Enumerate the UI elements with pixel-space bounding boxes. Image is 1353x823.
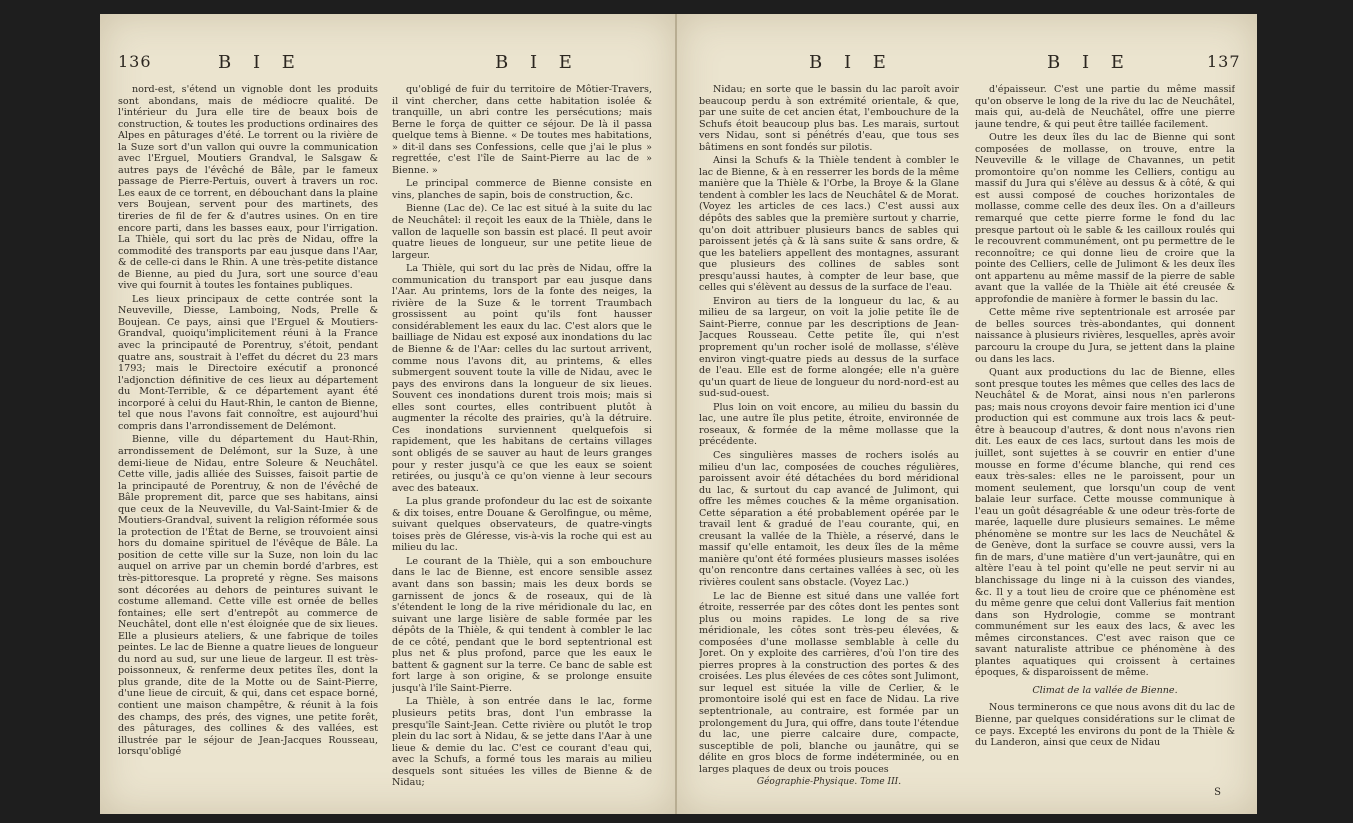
right-page-column-2 <box>975 84 1235 802</box>
paragraph: La Thièle, qui sort du lac près de Nidau, offre la communication du transport par eau jusque dans l'Aar. Au printems, lors de la fonte des neiges, la rivière de la Suze & le torrent Traumbach grossissent au point qu'ils font hausser considérablement les eaux du lac. C'est alors que le bailliage de Nidau est exposé aux inondations du lac de Bienne & de l'Aar: celles du lac surtout arrivent, comme nous l'avons dit, au printems, & elles submergent souvent toute la ville de Nidau, avec le pays des environs dans la longueur de six lieues. Souvent ces inondations durent trois mois; mais si elles sont courtes, elles contribuent plutôt à augmenter la récolte des prairies, qu'à la détruire. Ces inondations surviennent quelquefois si rapidement, que les habitans de certains villages sont obligés de se sauver au haut de leurs granges pour y rester jusqu'à ce que les eaux se soient retirées, ou jusqu'à ce qu'on vienne à leur secours avec des bateaux. <box>392 263 652 494</box>
running-head-left-a: B I E <box>218 52 303 73</box>
paragraph: La plus grande profondeur du lac est de soixante & dix toises, entre Douane & Gerolfingue, ou même, suivant quelques observateurs, de quatre-vingts toises près de Gléresse, vis-à-vis la roche qui est au milieu du lac. <box>392 496 652 554</box>
paragraph: Ainsi la Schufs & la Thièle tendent à combler le lac de Bienne, & à en resserrer les bords de la même manière que la Thièle & l'Orbe, la Broye & la Glane tendent à combler les lacs de Neuchâtel & de Morat. (Voyez les articles de ces lacs.) C'est aussi aux dépôts des sables que la première surtout y charrie, qu'on doit attribuer plusieurs bancs de sables qui paroissent jetés çà & là sans suite & sans ordre, & que les bateliers appellent des montagnes, assurant que plusieurs des collines de sables sont presqu'aussi hautes, à compter de leur base, que celles qui s'élèvent au dessus de la surface de l'eau. <box>699 155 959 294</box>
paragraph: Nidau; en sorte que le bassin du lac paroît avoir beaucoup perdu à son extrémité orientale, & que, par une suite de cet ancien état, l'embouchure de la Schufs étoit beaucoup plus bas. Les marais, surtout vers Nidau, sont si pénétrés d'eau, que tous ses bâtimens en sont fondés sur pilotis. <box>699 84 959 153</box>
paragraph: d'épaisseur. C'est une partie du même massif qu'on observe le long de la rive du lac de Neuchâtel, mais qui, au-delà de Neuchâtel, offre une pierre jaune tendre, & qui peut être taillée facilement. <box>975 84 1235 130</box>
paragraph: Quant aux productions du lac de Bienne, elles sont presque toutes les mêmes que celles des lacs de Neuchâtel & de Morat, ainsi nous n'en parlerons pas; mais nous croyons devoir faire mention ici d'une production qui est commune aux trois lacs & peut-être à beaucoup d'autres, & dont nous n'avons rien dit. Les eaux de ces lacs, surtout dans les mois de juillet, sont sujettes à se couvrir en entier d'une mousse en forme d'écume blanche, qui rend ces eaux très-sales: elles ne le paroissent, pour un moment seulement, que lorsqu'un coup de vent balaie leur surface. Cette mousse communique à l'eau un goût désagréable & une odeur très-forte de marée, laquelle dure plusieurs semaines. Le même phénomène se montre sur les lacs de Neuchâtel & de Genève, dont la surface se couvre aussi, vers la fin de mars, d'une matière d'un vert-jaunâtre, qui en altère l'eau à tel point qu'elle ne peut servir ni au blanchissage du linge ni à la cuisson des viandes, &c. Il y a tout lieu de croire que ce phénomène est du même genre que celui dont Vallerius fait mention dans son Hydrologie, comme se montrant communément sur les eaux des lacs, & avec les mêmes circonstances. C'est avec raison que ce savant naturaliste attribue ce phénomène à des plantes aquatiques qui croissent à certaines époques, & disparoissent de même. <box>975 367 1235 679</box>
paragraph: nord-est, s'étend un vignoble dont les produits sont abondans, mais de médiocre qualité. De l'intérieur du Jura elle tire de beaux bois de construction, & toutes les productions ordinaires des Alpes en pâturages d'été. Le torrent ou la rivière de la Suze sort d'un vallon qui ouvre la communication avec l'Erguel, Moutiers Grandval, le Salsgaw & autres pays de l'évêché de Bâle, par le fameux passage de Pierre-Pertuis, ouvert à travers un roc. Les eaux de ce torrent, en débouchant dans la plaine vers Boujean, servent pour des martinets, des tireries de fil de fer & d'autres usines. On en tire encore parti, dans les basses eaux, pour l'irrigation. La Thièle, qui sort du lac près de Nidau, offre la commodité des transports par eau jusque dans l'Aar, & de celle-ci dans le Rhin. A une très-petite distance de Bienne, au pied du Jura, sort une source d'eau vive qui fournit à toutes les fontaines publiques. <box>118 84 378 292</box>
footer-volume: Géographie-Physique. Tome III. <box>756 777 902 788</box>
paragraph: Environ au tiers de la longueur du lac, & au milieu de sa largeur, on voit la jolie petite île de Saint-Pierre, connue par les descriptions de Jean-Jacques Rousseau. Cette petite île, qui n'est proprement qu'un rocher isolé de mollasse, s'élève environ vingt-quatre pieds au dessus de la surface de l'eau. Elle est de forme alongée; elle n'a guère qu'un quart de lieue de longueur du nord-nord-est au sud-sud-ouest. <box>699 295 959 400</box>
paragraph: Bienne (Lac de). Ce lac est situé à la suite du lac de Neuchâtel: il reçoit les eaux de la Thièle, dans le vallon de laquelle son bassin est placé. Il peut avoir quatre lieues de longueur, sur une petite lieue de largeur. <box>392 203 652 261</box>
page-number-left: 136 <box>118 52 152 71</box>
signature-mark: S <box>1214 787 1221 798</box>
right-page <box>677 14 1257 814</box>
running-head-left-b: B I E <box>495 52 580 73</box>
left-page-column-1 <box>118 84 378 802</box>
paragraph: Le courant de la Thièle, qui a son embouchure dans le lac de Bienne, est encore sensible assez avant dans son bassin; mais les deux bords se garnissent de joncs & de roseaux, qui de là s'étendent le long de la rive méridionale du lac, en suivant une large lisière de sable formée par les dépôts de la Thièle, & qui tendent à combler le lac de ce côté, pendant que le bord septentrional est plus net & plus profond, parce que les eaux le battent & gagnent sur la terre. Ce banc de sable est fort large à son origine, & se prolonge ensuite jusqu'à l'île Saint-Pierre. <box>392 555 652 694</box>
right-page-column-1 <box>699 84 959 802</box>
left-page-header <box>100 52 675 76</box>
paragraph: Nous terminerons ce que nous avons dit du lac de Bienne, par quelques considérations sur le climat de ce pays. Excepté les environs du pont de la Thièle & du Landeron, ainsi que ceux de Nidau <box>975 702 1235 749</box>
left-page-column-2 <box>392 84 652 802</box>
paragraph: Cette même rive septentrionale est arrosée par de belles sources très-abondantes, qui donnent naissance à plusieurs rivières, lesquelles, après avoir parcouru la croupe du Jura, se jettent dans la plaine ou dans les lacs. <box>975 307 1235 365</box>
page-number-right: 137 <box>1207 52 1241 71</box>
paragraph: Outre les deux îles du lac de Bienne qui sont composées de mollasse, on trouve, entre la Neuveville & le village de Chavannes, un petit promontoire qu'on nomme les Celliers, contigu au massif du Jura qui s'élève au dessus & à côté, & qui est aussi composé de couches horizontales de mollasse, comme celle des deux îles. On a d'ailleurs remarqué que cette pierre forme le fond du lac presque partout où le sable & les cailloux roulés qui le recouvrent communément, ont pu permettre de le reconnoître; ce qui donne lieu de croire que la pointe des Celliers, celle de Julimont & les deux îles ont appartenu au même massif de la pierre de sable avant que la vallée de la Thièle ait été creusée & approfondie de manière à former le bassin du lac. <box>975 132 1235 305</box>
paragraph: qu'obligé de fuir du territoire de Môtier-Travers, il vint chercher, dans cette habitation isolée & tranquille, un abri contre les persécutions; mais Berne le força de quitter ce séjour. De là il passa quelque tems à Bienne. « De toutes mes habitations, » dit-il dans ses Confessions, celle que j'ai le plus » regrettée, c'est l'île de Saint-Pierre au lac de » Bienne. » <box>392 84 652 176</box>
paragraph: Le principal commerce de Bienne consiste en vins, planches de sapin, bois de construction, &c. <box>392 178 652 201</box>
paragraph: Ces singulières masses de rochers isolés au milieu d'un lac, composées de couches régulières, paroissent avoir été détachées du bord méridional du lac, & surtout du cap avancé de Julimont, qui offre les mêmes couches & la même organisation. Cette séparation a été probablement opérée par le travail lent & gradué de l'eau courante, qui, en creusant la vallée de la Thièle, a réservé, dans le massif qu'elle entamoit, les deux îles de la même manière qu'ont été formées plusieurs masses isolées qu'on rencontre dans certaines vallées à sec, où les rivières coulent sans obstacle. (Voyez Lac.) <box>699 449 959 588</box>
paragraph: La Thièle, à son entrée dans le lac, forme plusieurs petits bras, dont l'un embrasse la presqu'île Saint-Jean. Cette rivière ou plutôt le trop plein du lac sort à Nidau, & se jette dans l'Aar à une lieue & demie du lac. C'est ce courant d'eau qui, avec la Schufs, a formé tous les marais au milieu desquels sont situées les villes de Bienne & de Nidau; <box>392 696 652 789</box>
right-page-header <box>677 52 1257 76</box>
left-page <box>100 14 677 814</box>
paragraph: Bienne, ville du département du Haut-Rhin, arrondissement de Delémont, sur la Suze, à une demi-lieue de Nidau, entre Soleure & Neuchâtel. Cette ville, jadis alliée des Suisses, faisoit partie de la principauté de Porentruy, & non de l'évêché de Bâle proprement dit, parce que ses habitans, ainsi que ceux de la Neuveville, du Val-Saint-Imier & de Moutiers-Grandval, suivent la religion réformée sous la protection de l'État de Berne, se trouvoient ainsi hors du domaine spirituel de l'évêque de Bâle. La position de cette ville sur la Suze, non loin du lac auquel on arrive par un chemin bordé d'arbres, est très-pittoresque. La propreté y règne. Ses maisons sont décorées au dehors de peintures suivant le costume allemand. Cette ville est ornée de belles fontaines; elle sert d'entrepôt au commerce de Neuchâtel, dont elle n'est éloignée que de six lieues. Elle a plusieurs ateliers, & une fabrique de toiles peintes. Le lac de Bienne a quatre lieues de longueur du nord au sud, sur une lieue de largeur. Il est très-poissonneux, & renferme deux petites îles, dont la plus grande, dite de la Motte ou de Saint-Pierre, d'une lieue de circuit, & qui, dans cet espace borné, contient une maison champêtre, & réunit à la fois des champs, des prés, des vignes, une petite forêt, des pâturages, des collines & des vallées, est illustrée par le séjour de Jean-Jacques Rousseau, lorsqu'obligé <box>118 434 378 758</box>
running-head-right-b: B I E <box>1047 52 1132 73</box>
paragraph: Le lac de Bienne est situé dans une vallée fort étroite, resserrée par des côtes dont les pentes sont plus ou moins rapides. Le long de sa rive méridionale, les côtes sont très-peu élevées, & composées d'une mollasse semblable à celle du Joret. On y exploite des carrières, d'où l'on tire des pierres propres à la construction des portes & des croisées. Les plus élevées de ces côtes sont Julimont, sur lequel est située la ville de Cerlier, & le promontoire isolé qui est en face de Nidau. La rive septentrionale, au contraire, est formée par un prolongement du Jura, qui offre, dans toute l'étendue du lac, une pierre calcaire dure, compacte, susceptible de poli, blanche ou jaunâtre, qui se délite en gros blocs de forme indéterminée, ou en larges plaques de deux ou trois pouces <box>699 590 959 775</box>
paragraph: Plus loin on voit encore, au milieu du bassin du lac, une autre île plus petite, étroite, environnée de roseaux, & formée de la même mollasse que la précédente. <box>699 401 959 448</box>
section-heading: Climat de la vallée de Bienne. <box>1032 684 1178 696</box>
paragraph: Les lieux principaux de cette contrée sont la Neuveville, Diesse, Lamboing, Nods, Prelle & Boujean. Ce pays, ainsi que l'Erguel & Moutiers-Grandval, quoiqu'implicitement réuni à la France avec la principauté de Porentruy, s'étoit, pendant quatre ans, soustrait à l'effet du décret du 23 mars 1793; mais le Directoire exécutif a prononcé l'adjonction définitive de ces lieux au département du Mont-Terrible, & ce département ayant été incorporé à celui du Haut-Rhin, le canton de Bienne, tel que nous l'avons fait connoître, est aujourd'hui compris dans l'arrondissement de Delémont. <box>118 293 378 432</box>
running-head-right-a: B I E <box>809 52 894 73</box>
